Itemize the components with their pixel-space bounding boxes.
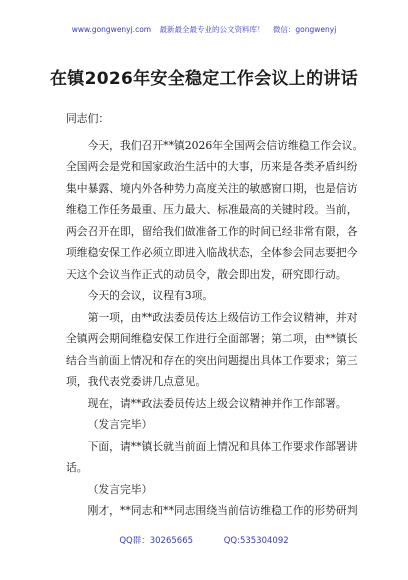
paragraph: 今天，我们召开**镇2026年全国两会信访维稳工作会议。全国两会是党和国家政治生活中的大事，历来是各类矛盾纠纷集中暴露、境内外各种势力高度关注的敏感窗口期，也是信访维稳工作任务最重、压力最大、标准最高的关键时段。当前，两会召开在即，留给我们做准备工作的时间已经非常有限，各项维稳安保工作必须立即进入临战状态，全体参会同志要把今天这个会议当作正式的动员令，散会即出发，研究即行动。 bbox=[66, 138, 364, 281]
page-footer bbox=[0, 534, 408, 546]
paragraph: 刚才，**同志和**同志围绕当前信访维稳工作的形势研判 bbox=[87, 504, 358, 517]
qq-number: QQ:535304092 bbox=[223, 536, 289, 546]
document-title: 在镇2026年安全稳定工作会议上的讲话 bbox=[49, 69, 358, 89]
paragraph: （发言完毕） bbox=[87, 418, 153, 431]
paragraph: 第一项，由**政法委员传达上级信访工作会议精神，并对全镇两会期间维稳安保工作进行全面部署；第二项，由**镇长结合当前面上情况和存在的突出问题提出具体工作要求；第三项，我代表党委讲几点意见。 bbox=[66, 310, 358, 388]
site-url[interactable]: www.gongwenyj.com bbox=[71, 25, 152, 34]
paragraph: 现在，请**政法委员传达上级会议精神并作工作部署。 bbox=[87, 396, 347, 410]
site-slogan: 最新最全最专业的公文资料库！ bbox=[159, 25, 265, 34]
wechat-id: 微信：gongwenyj bbox=[272, 25, 337, 34]
page-header bbox=[0, 24, 408, 35]
qq-group: QQ群：30265665 bbox=[119, 536, 194, 546]
salutation: 同志们： bbox=[66, 112, 110, 125]
paragraph: 下面，请**镇长就当前面上情况和具体工作要求作部署讲话。 bbox=[66, 439, 358, 474]
paragraph: 今天的会议，议程有3项。 bbox=[87, 289, 214, 302]
paragraph: （发言完毕） bbox=[87, 482, 153, 496]
document-body bbox=[66, 108, 364, 522]
